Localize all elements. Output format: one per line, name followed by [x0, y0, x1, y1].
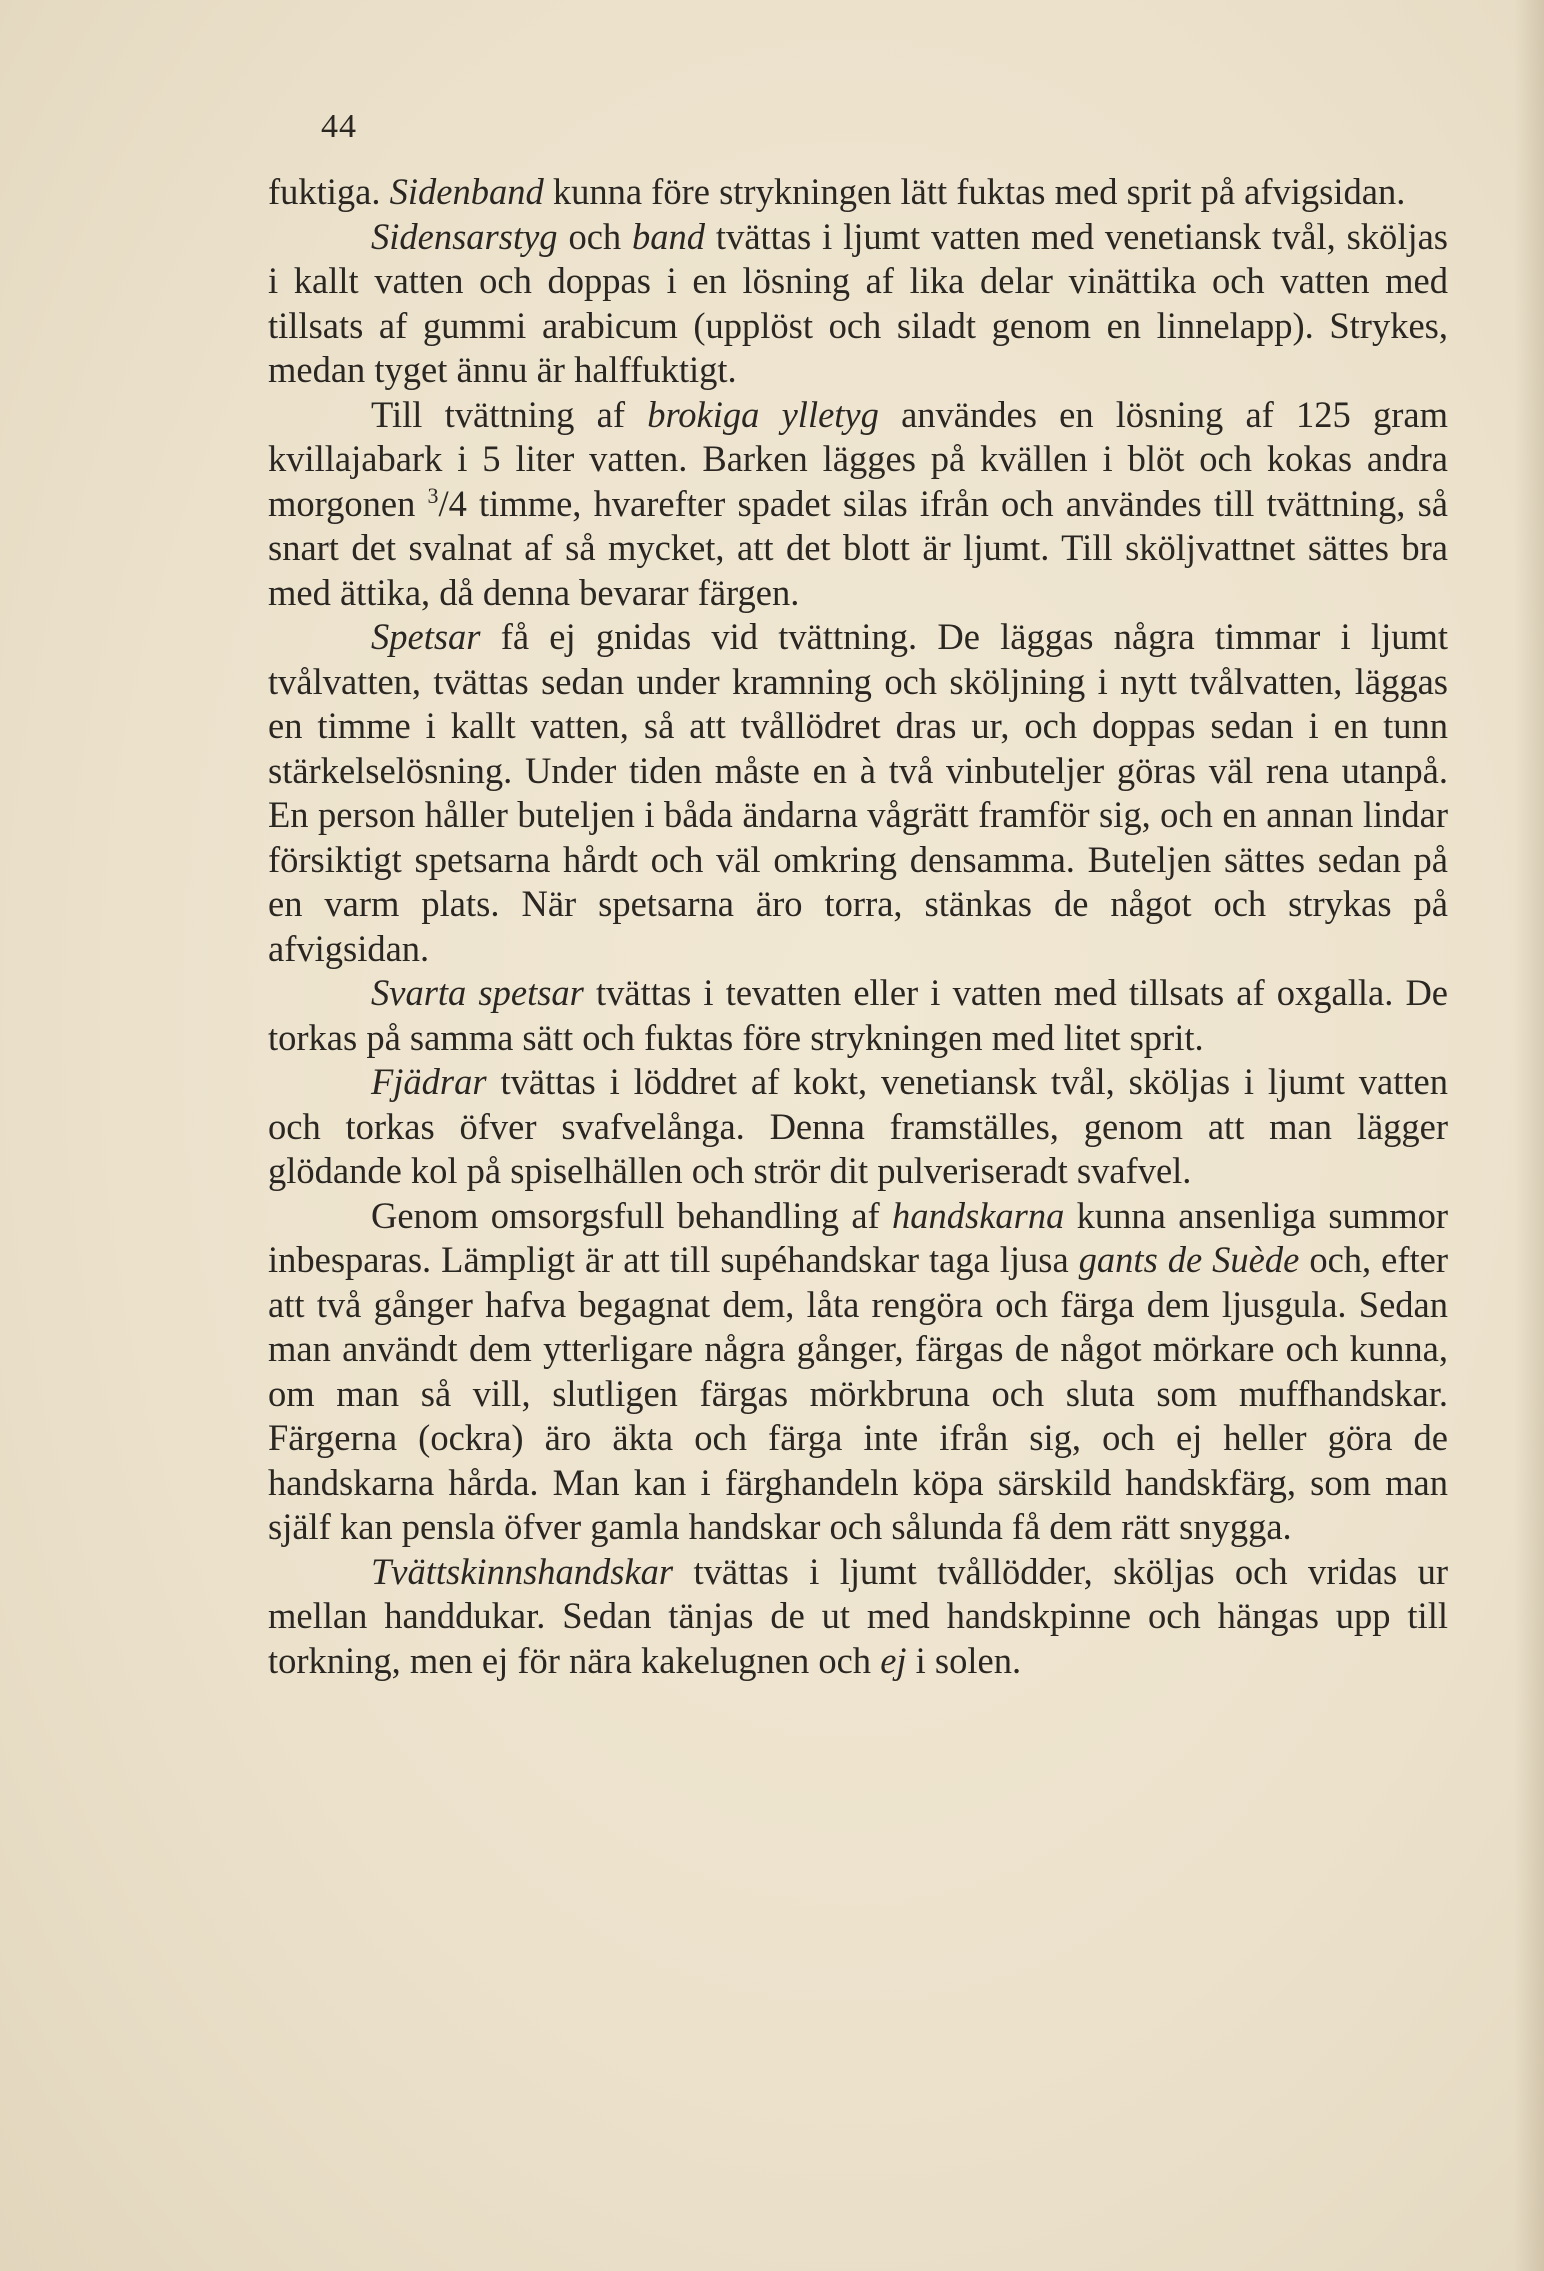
text-segment: tvättas i löddret af kokt, venetiansk tvål, sköljas i ljumt vatten och torkas öfver svafvelånga. Denna framställes, genom att man lägger glödande kol på spiselhällen och strör dit pulveriseradt svafvel. [268, 1061, 1448, 1191]
text-segment: tvättas i ljumt vatten med venetiansk tvål, sköljas i kallt vatten och doppas i en lösning af lika delar vinättika och vatten med tillsats af gummi arabicum (upplöst och siladt genom en linnelapp). Strykes, medan tyget ännu är halffuktigt. [268, 215, 1448, 390]
text-segment: och, efter att två gånger hafva begagnat dem, låta rengöra och färga dem ljusgula. Sedan man användt dem ytterligare några gånger, färgas de något mörkare och kunna, om man så vill, slutligen färgas mörkbruna och sluta som muffhandskar. Färgerna (ockra) äro äkta och färga inte ifrån sig, och ej heller göra de handskarna hårda. Man kan i färghandeln köpa särskild handskfärg, som man själf kan pensla öfver gamla handskar och sålunda få dem rätt snygga. [268, 1239, 1448, 1547]
paragraph [268, 1550, 1448, 1684]
italic-term: Sidensarstyg [371, 215, 558, 257]
text-segment: få ej gnidas vid tvättning. De läggas några timmar i ljumt tvålvatten, tvättas sedan under kramning och sköljning i nytt tvålvatten, läggas en timme i kallt vatten, så att tvållödret dras ur, och doppas sedan i en tunn stärkelselösning. Under tiden måste en à två vinbuteljer göras väl rena utanpå. En person håller buteljen i båda ändarna vågrätt framför sig, och en annan lindar försiktigt spetsarna hårdt och väl omkring densamma. Buteljen sättes sedan på en varm plats. När spetsarna äro torra, stänkas de något och strykas på afvigsidan. [268, 616, 1448, 969]
paragraph [268, 971, 1448, 1060]
paragraph [268, 1194, 1448, 1550]
paragraph [268, 170, 1448, 215]
text-segment: användes en lösning af 125 gram kvillajabark i 5 liter vatten. Barken lägges på kvällen i blöt och kokas andra morgonen [268, 393, 1449, 524]
text-segment: fuktiga. [268, 171, 390, 212]
paragraph [268, 215, 1448, 393]
text-segment: Genom omsorgsfull behandling af [371, 1194, 892, 1236]
text-segment: kunna ansenliga summor inbesparas. Lämpligt är att till supéhandskar taga ljusa [268, 1194, 1448, 1280]
superscript-text: 3 [427, 482, 439, 508]
italic-term: gants de Suède [1078, 1239, 1300, 1280]
text-segment: /4 timme, hvarefter spadet silas ifrån och användes till tvättning, så snart det svalnat af så mycket, att det blott är ljumt. Till sköljvattnet sättes bra med ättika, då denna bevarar färgen. [268, 482, 1449, 613]
italic-term: ej [880, 1639, 907, 1681]
italic-term: Tvättskinnshandskar [371, 1550, 674, 1592]
italic-term: Svarta spetsar [371, 972, 584, 1013]
paragraph [268, 615, 1448, 971]
text-segment: Till tvättning af [371, 393, 648, 435]
text-segment: tvättas i tevatten eller i vatten med tillsats af oxgalla. De torkas på samma sätt och fuktas före strykningen med litet sprit. [268, 972, 1449, 1058]
page-edge-shadow [1514, 0, 1544, 2271]
text-segment: kunna före strykningen lätt fuktas med sprit på afvigsidan. [543, 171, 1406, 212]
text-segment: tvättas i ljumt tvållödder, sköljas och vridas ur mellan handdukar. Sedan tänjas de ut med handskpinne och hängas upp till torkning, men ej för nära kakelugnen och [268, 1550, 1448, 1681]
text-segment: och [557, 215, 633, 257]
text-segment: i solen. [906, 1639, 1022, 1681]
paragraph [268, 1060, 1448, 1194]
italic-term: Fjädrar [371, 1061, 487, 1102]
body-text [268, 170, 1448, 1683]
italic-term: brokiga ylletyg [647, 393, 879, 435]
page-number: 44 [321, 108, 357, 145]
italic-term: handskarna [892, 1194, 1065, 1236]
paragraph [268, 393, 1448, 616]
italic-term: band [632, 215, 706, 257]
italic-term: Spetsar [371, 616, 481, 657]
italic-term: Sidenband [389, 171, 544, 212]
